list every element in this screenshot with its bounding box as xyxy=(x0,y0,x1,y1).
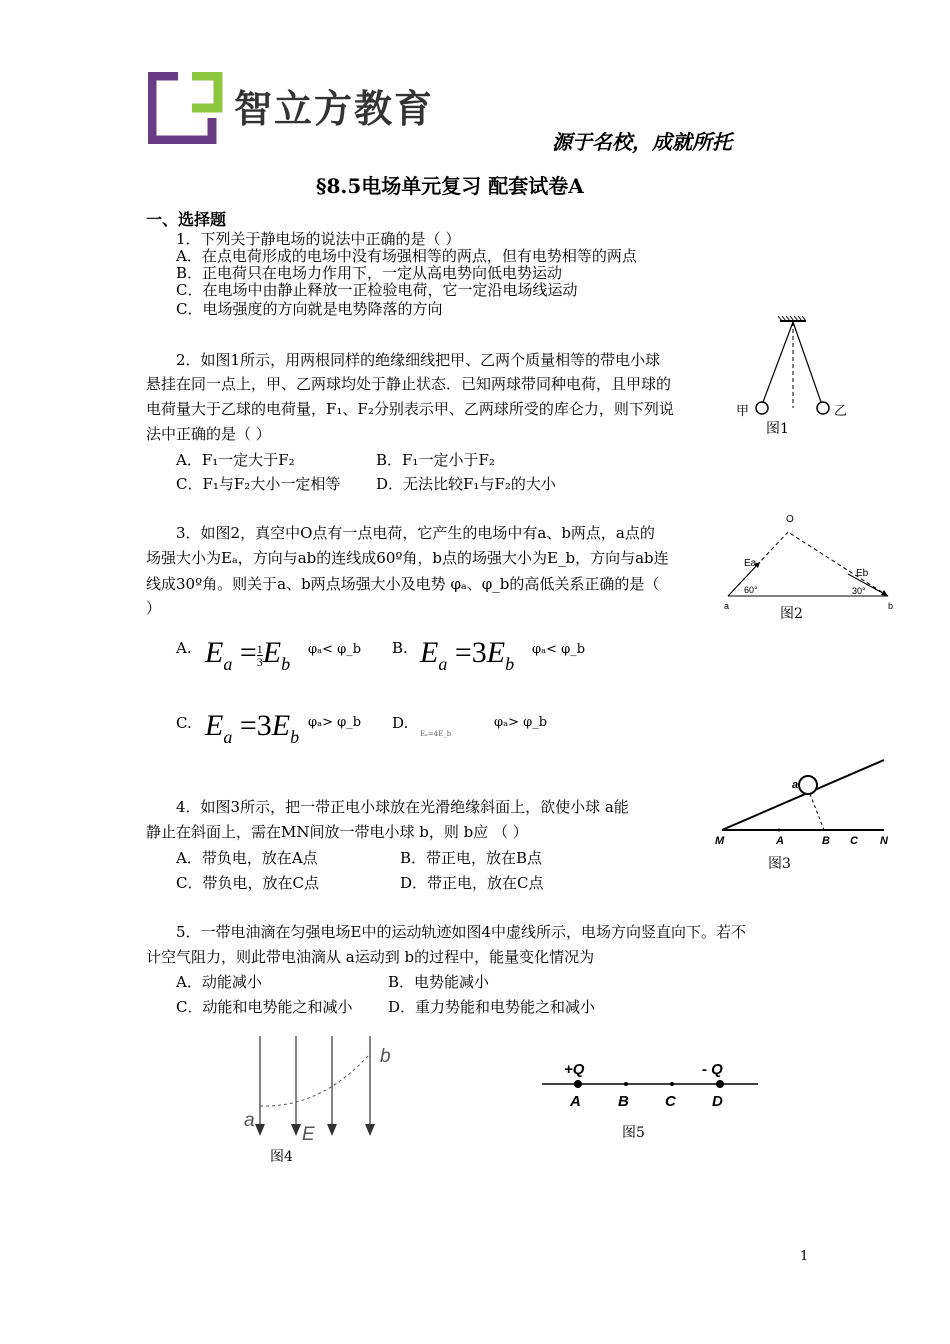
q4-option-c: C．带负电，放在C点 xyxy=(176,874,319,892)
q3-option-d-relation: φₐ> φ_b xyxy=(494,715,548,730)
page-title: §8.5电场单元复习 配套试卷A xyxy=(316,174,584,198)
fig3-label-c: C xyxy=(850,835,858,847)
q5-option-d: D．重力势能和电势能之和减小 xyxy=(388,998,596,1016)
q1-option-c: C．在电场中由静止释放一正检验电荷，它一定沿电场线运动 xyxy=(176,281,578,299)
fig4-caption: 图4 xyxy=(270,1149,293,1165)
q3-line4: ） xyxy=(146,599,162,617)
figure-2 xyxy=(718,512,903,612)
fig2-label-60: 60° xyxy=(744,585,758,595)
q5-option-a: A．动能减小 xyxy=(176,973,262,991)
q3-line2: 场强大小为Eₐ，方向与ab的连线成60º角，b点的场强大小为E_b，方向与ab连 xyxy=(146,549,669,567)
q3-option-b-label: B. xyxy=(392,639,408,657)
q3-option-b-formula: $E_a =3E_b$ xyxy=(420,636,515,674)
fig3-caption: 图3 xyxy=(768,856,791,872)
q4-option-b: B．带正电，放在B点 xyxy=(400,849,543,867)
fig1-caption: 图1 xyxy=(766,421,789,437)
fig2-label-a: a xyxy=(724,601,730,611)
fig5-caption: 图5 xyxy=(622,1125,645,1141)
fig4-label-e: E xyxy=(302,1124,315,1144)
q2-line3: 电荷量大于乙球的电荷量，F₁、F₂分别表示甲、乙两球所受的库仑力，则下列说 xyxy=(146,400,674,418)
fig1-label-jia: 甲 xyxy=(736,404,750,419)
q3-option-a-relation: φₐ< φ_b xyxy=(308,642,362,657)
q3-option-a-label: A. xyxy=(176,639,192,657)
q5-line2: 计空气阻力，则此带电油滴从 a运动到 b的过程中，能量变化情况为 xyxy=(146,948,595,966)
q2-option-b: B．F₁一定小于F₂ xyxy=(376,451,495,469)
q5-option-c: C．动能和电势能之和减小 xyxy=(176,998,353,1016)
q3-option-b-relation: φₐ< φ_b xyxy=(532,642,586,657)
q2-line2: 悬挂在同一点上，甲、乙两球均处于静止状态．已知两球带同种电荷，且甲球的 xyxy=(146,375,672,393)
fig2-label-ea: Ea xyxy=(744,558,757,569)
q3-line3: 线成30º角。则关于a、b两点场强大小及电势 φₐ、φ_b的高低关系正确的是（ xyxy=(146,575,660,593)
fig5-label-pos-q: +Q xyxy=(564,1061,585,1078)
section-heading: 一、选择题 xyxy=(146,210,227,229)
q2-option-a: A．F₁一定大于F₂ xyxy=(176,451,295,469)
fig3-label-n: N xyxy=(880,835,888,847)
q1-option-a: A．在点电荷形成的电场中没有场强相等的两点，但有电势相等的两点 xyxy=(176,247,637,265)
q3-line1: 3．如图2，真空中O点有一点电荷，它产生的电场中有a、b两点，a点的 xyxy=(176,524,655,542)
page-number: 1 xyxy=(800,1249,809,1264)
fig4-label-b: b xyxy=(380,1046,391,1067)
q3-option-a-formula: $E_a$ = $\frac{1}{3}$ $E_b$ xyxy=(205,636,291,674)
q5-option-b: B．电势能减小 xyxy=(388,973,490,991)
fig5-label-a: A xyxy=(570,1093,581,1110)
fig5-label-d: D xyxy=(712,1093,723,1110)
fig3-label-ball: a xyxy=(792,779,799,791)
q1-option-d: C．电场强度的方向就是电势降落的方向 xyxy=(176,300,443,318)
fig5-label-neg-q: - Q xyxy=(702,1061,723,1078)
fig3-label-a: A xyxy=(776,835,784,847)
fig2-label-30: 30° xyxy=(852,586,866,596)
q4-line2: 静止在斜面上，需在MN间放一带电小球 b，则 b应 （ ） xyxy=(146,823,528,841)
q3-option-d-formula: Eₐ=4E_b xyxy=(420,730,452,738)
fig5-label-c: C xyxy=(665,1093,676,1110)
fig2-caption: 图2 xyxy=(780,606,803,622)
slogan: 源于名校，成就所托 xyxy=(552,130,732,154)
fig2-label-b: b xyxy=(888,601,894,611)
fig4-label-a: a xyxy=(244,1110,255,1131)
q1-stem: 1．下列关于静电场的说法中正确的是（ ） xyxy=(176,230,461,248)
q4-option-a: A．带负电，放在A点 xyxy=(176,849,318,867)
figure-3 xyxy=(712,752,892,848)
figure-5 xyxy=(538,1056,762,1116)
q3-option-c-label: C. xyxy=(176,714,192,732)
fig3-label-b: B xyxy=(822,835,830,847)
fig1-label-yi: 乙 xyxy=(834,404,848,419)
q2-line4: 法中正确的是（ ） xyxy=(146,425,271,443)
q2-option-c: C．F₁与F₂大小一定相等 xyxy=(176,475,341,493)
logo-mark xyxy=(148,72,224,144)
q2-line1: 2．如图1所示，用两根同样的绝缘细线把甲、乙两个质量相等的带电小球 xyxy=(176,351,661,369)
fig5-label-b: B xyxy=(618,1093,629,1110)
figure-4 xyxy=(240,1032,410,1144)
q4-line1: 4．如图3所示，把一带正电小球放在光滑绝缘斜面上，欲使小球 a能 xyxy=(176,798,629,816)
q3-option-d-label: D. xyxy=(392,714,409,732)
q5-line1: 5．一带电油滴在匀强电场E中的运动轨迹如图4中虚线所示，电场方向竖直向下。若不 xyxy=(176,923,747,941)
q4-option-d: D．带正电，放在C点 xyxy=(400,874,544,892)
fig2-label-o: O xyxy=(786,514,794,525)
q3-option-c-formula: $E_a =3E_b$ xyxy=(205,709,300,747)
q2-option-d: D．无法比较F₁与F₂的大小 xyxy=(376,475,556,493)
q3-option-c-relation: φₐ> φ_b xyxy=(308,715,362,730)
brand-name: 智立方教育 xyxy=(234,87,435,131)
fig2-label-eb: Eb xyxy=(856,568,869,579)
fig3-label-m: M xyxy=(715,835,725,847)
q1-option-b: B．正电荷只在电场力作用下，一定从高电势向低电势运动 xyxy=(176,264,563,282)
